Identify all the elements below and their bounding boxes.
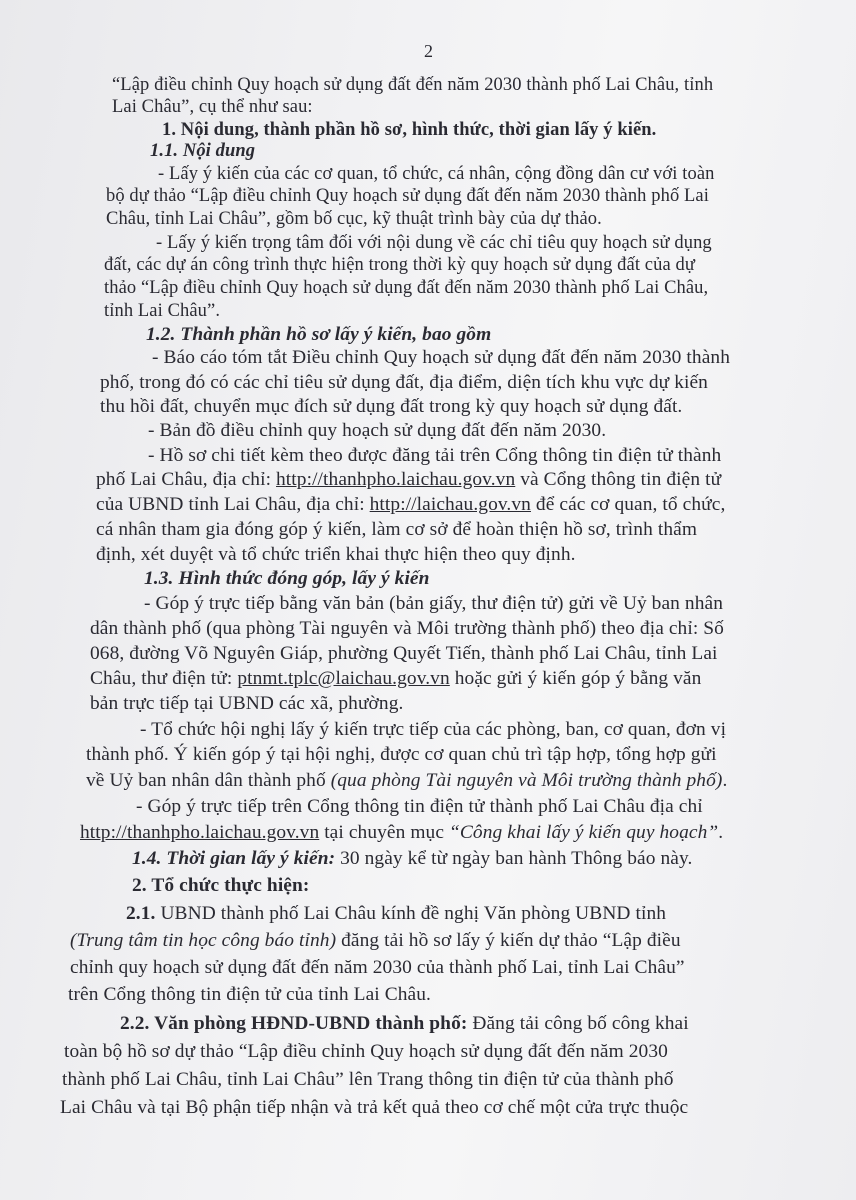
email-link[interactable]: ptnmt.tplc@laichau.gov.vn (237, 668, 450, 689)
text-line: phố Lai Châu, địa chỉ: http://thanhpho.laichau.gov.vn và Cổng thông tin điện tử (96, 469, 722, 490)
text-line: bản trực tiếp tại UBND các xã, phường. (90, 693, 404, 714)
text-line: “Lập điều chỉnh Quy hoạch sử dụng đất đến năm 2030 thành phố Lai Châu, tỉnh (112, 75, 714, 95)
text-line: - Hồ sơ chi tiết kèm theo được đăng tải trên Cổng thông tin điện tử thành (148, 445, 722, 466)
text-line: chỉnh quy hoạch sử dụng đất đến năm 2030 của thành phố Lai, tỉnh Lai Châu” (70, 957, 685, 978)
text-line: thành phố. Ý kiến góp ý tại hội nghị, được cơ quan chủ trì tập hợp, tổng hợp gửi (86, 744, 717, 765)
text-line: dân thành phố (qua phòng Tài nguyên và Môi trường thành phố) theo địa chỉ: Số (90, 618, 724, 639)
subsection-heading: 1.2. Thành phần hồ sơ lấy ý kiến, bao gồm (146, 324, 492, 345)
text-line: bộ dự thảo “Lập điều chỉnh Quy hoạch sử dụng đất đến năm 2030 thành phố Lai (106, 186, 709, 206)
text-line: - Lấy ý kiến trọng tâm đối với nội dung về các chỉ tiêu quy hoạch sử dụng (156, 233, 712, 253)
text-line: trên Cổng thông tin điện tử của tỉnh Lai Châu. (68, 984, 432, 1005)
text-line: - Bản đồ điều chỉnh quy hoạch sử dụng đất đến năm 2030. (148, 420, 607, 441)
page-number: 2 (424, 41, 434, 61)
text-line: thành phố Lai Châu, tỉnh Lai Châu” lên Trang thông tin điện tử của thành phố (62, 1069, 674, 1090)
text-line: - Tổ chức hội nghị lấy ý kiến trực tiếp của các phòng, ban, cơ quan, đơn vị (140, 719, 727, 740)
text-line: - Góp ý trực tiếp bằng văn bản (bản giấy, thư điện tử) gửi về Uỷ ban nhân (144, 593, 724, 614)
text-line: (Trung tâm tin học công báo tỉnh) đăng tải hồ sơ lấy ý kiến dự thảo “Lập điều (70, 930, 681, 951)
text-line: về Uỷ ban nhân dân thành phố (qua phòng Tài nguyên và Môi trường thành phố). (86, 770, 728, 791)
website-link[interactable]: http://laichau.gov.vn (369, 494, 531, 515)
text-line: 068, đường Võ Nguyên Giáp, phường Quyết Tiến, thành phố Lai Châu, tỉnh Lai (90, 643, 718, 664)
text-line: Châu, thư điện tử: ptnmt.tplc@laichau.gov.vn hoặc gửi ý kiến góp ý bằng văn (90, 668, 702, 689)
text-line: Châu, tỉnh Lai Châu”, gồm bố cục, kỹ thuật trình bày của dự thảo. (106, 209, 602, 229)
text-line: của UBND tỉnh Lai Châu, địa chỉ: http://laichau.gov.vn để các cơ quan, tổ chức, (96, 494, 726, 515)
text-line: 1.4. Thời gian lấy ý kiến: 30 ngày kể từ ngày ban hành Thông báo này. (132, 848, 693, 869)
section-heading: 2. Tổ chức thực hiện: (132, 875, 310, 896)
text-line: cá nhân tham gia đóng góp ý kiến, làm cơ sở để hoàn thiện hồ sơ, trình thẩm (96, 519, 698, 540)
section-heading: 1. Nội dung, thành phần hồ sơ, hình thức, thời gian lấy ý kiến. (162, 120, 657, 140)
website-link[interactable]: http://thanhpho.laichau.gov.vn (80, 822, 320, 843)
text-line: định, xét duyệt và tổ chức triển khai thực hiện theo quy định. (96, 544, 576, 565)
text-line: đất, các dự án công trình thực hiện trong thời kỳ quy hoạch sử dụng đất của dự (104, 255, 695, 275)
text-line: phố, trong đó có các chỉ tiêu sử dụng đất, địa điểm, diện tích khu vực dự kiến (100, 372, 708, 393)
text-line: 2.2. Văn phòng HĐND-UBND thành phố: Đăng tải công bố công khai (120, 1013, 689, 1034)
text-line: thu hồi đất, chuyển mục đích sử dụng đất trong kỳ quy hoạch sử dụng đất. (100, 396, 683, 417)
text-line: Lai Châu và tại Bộ phận tiếp nhận và trả kết quả theo cơ chế một cửa trực thuộc (60, 1097, 689, 1118)
text-line: - Lấy ý kiến của các cơ quan, tổ chức, cá nhân, cộng đồng dân cư với toàn (158, 164, 715, 184)
subsection-heading: 1.3. Hình thức đóng góp, lấy ý kiến (144, 568, 430, 589)
text-line: 2.1. UBND thành phố Lai Châu kính đề nghị Văn phòng UBND tỉnh (126, 903, 667, 924)
text-line: http://thanhpho.laichau.gov.vn tại chuyên mục “Công khai lấy ý kiến quy hoạch”. (80, 822, 724, 843)
website-link[interactable]: http://thanhpho.laichau.gov.vn (276, 469, 516, 490)
text-line: toàn bộ hồ sơ dự thảo “Lập điều chỉnh Quy hoạch sử dụng đất đến năm 2030 (64, 1041, 668, 1062)
text-line: - Góp ý trực tiếp trên Cổng thông tin điện tử thành phố Lai Châu địa chỉ (136, 796, 703, 817)
text-line: tỉnh Lai Châu”. (104, 301, 221, 321)
text-line: Lai Châu”, cụ thể như sau: (112, 97, 313, 117)
text-line: - Báo cáo tóm tắt Điều chỉnh Quy hoạch sử dụng đất đến năm 2030 thành (152, 347, 730, 368)
subsection-heading: 1.1. Nội dung (150, 141, 256, 161)
text-line: thảo “Lập điều chỉnh Quy hoạch sử dụng đất đến năm 2030 thành phố Lai Châu, (104, 278, 709, 298)
